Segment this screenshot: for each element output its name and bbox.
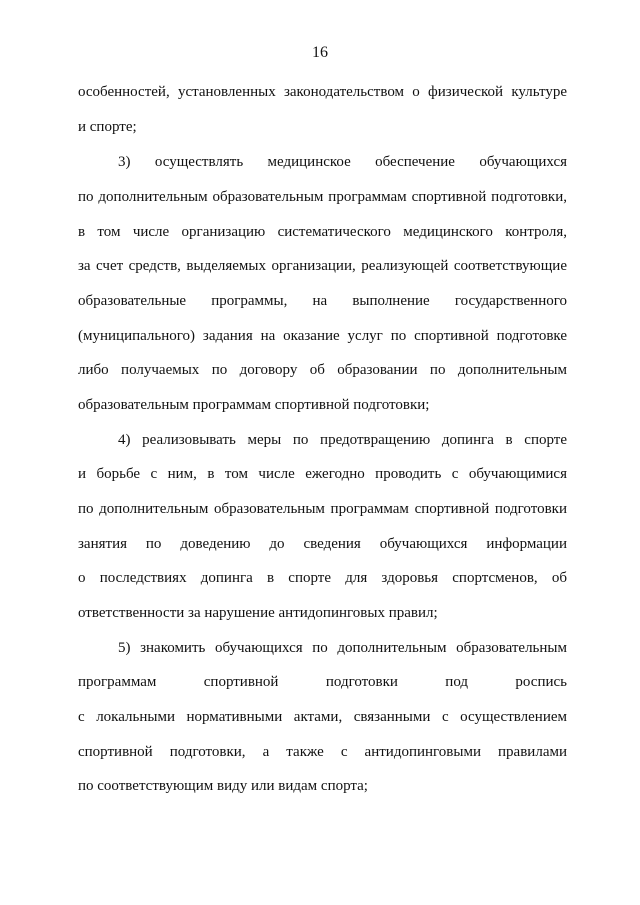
text-line: по дополнительным образовательным программам спортивной подготовки, [78, 189, 567, 205]
text-line: за счет средств, выделяемых организации, реализующей соответствующие [78, 258, 567, 274]
text-line: и борьбе с ним, в том числе ежегодно проводить с обучающимися [78, 466, 567, 482]
text-line: о последствиях допинга в спорте для здоровья спортсменов, об [78, 570, 567, 586]
text-line: образовательным программам спортивной подготовки; [78, 397, 430, 413]
page-number: 16 [312, 44, 328, 61]
text-line: программам спортивной подготовки под роспись [78, 674, 567, 690]
text-line: по дополнительным образовательным программам спортивной подготовки [78, 501, 567, 517]
text-line: и спорте; [78, 119, 137, 135]
text-line: занятия по доведению до сведения обучающихся информации [78, 536, 567, 552]
text-line: по соответствующим виду или видам спорта; [78, 778, 368, 794]
text-line: либо получаемых по договору об образовании по дополнительным [78, 362, 567, 378]
text-line: ответственности за нарушение антидопинговых правил; [78, 605, 438, 621]
text-line: с локальными нормативными актами, связанными с осуществлением [78, 709, 567, 725]
text-line: 4) реализовывать меры по предотвращению допинга в спорте [118, 432, 567, 448]
text-line: 5) знакомить обучающихся по дополнительным образовательным [118, 640, 567, 656]
text-line: в том числе организацию систематического медицинского контроля, [78, 224, 567, 240]
text-line: особенностей, установленных законодательством о физической культуре [78, 84, 567, 100]
text-line: спортивной подготовки, а также с антидопинговыми правилами [78, 744, 567, 760]
text-line: 3) осуществлять медицинское обеспечение обучающихся [118, 154, 567, 170]
text-line: образовательные программы, на выполнение государственного [78, 293, 567, 309]
text-line: (муниципального) задания на оказание услуг по спортивной подготовке [78, 328, 567, 344]
